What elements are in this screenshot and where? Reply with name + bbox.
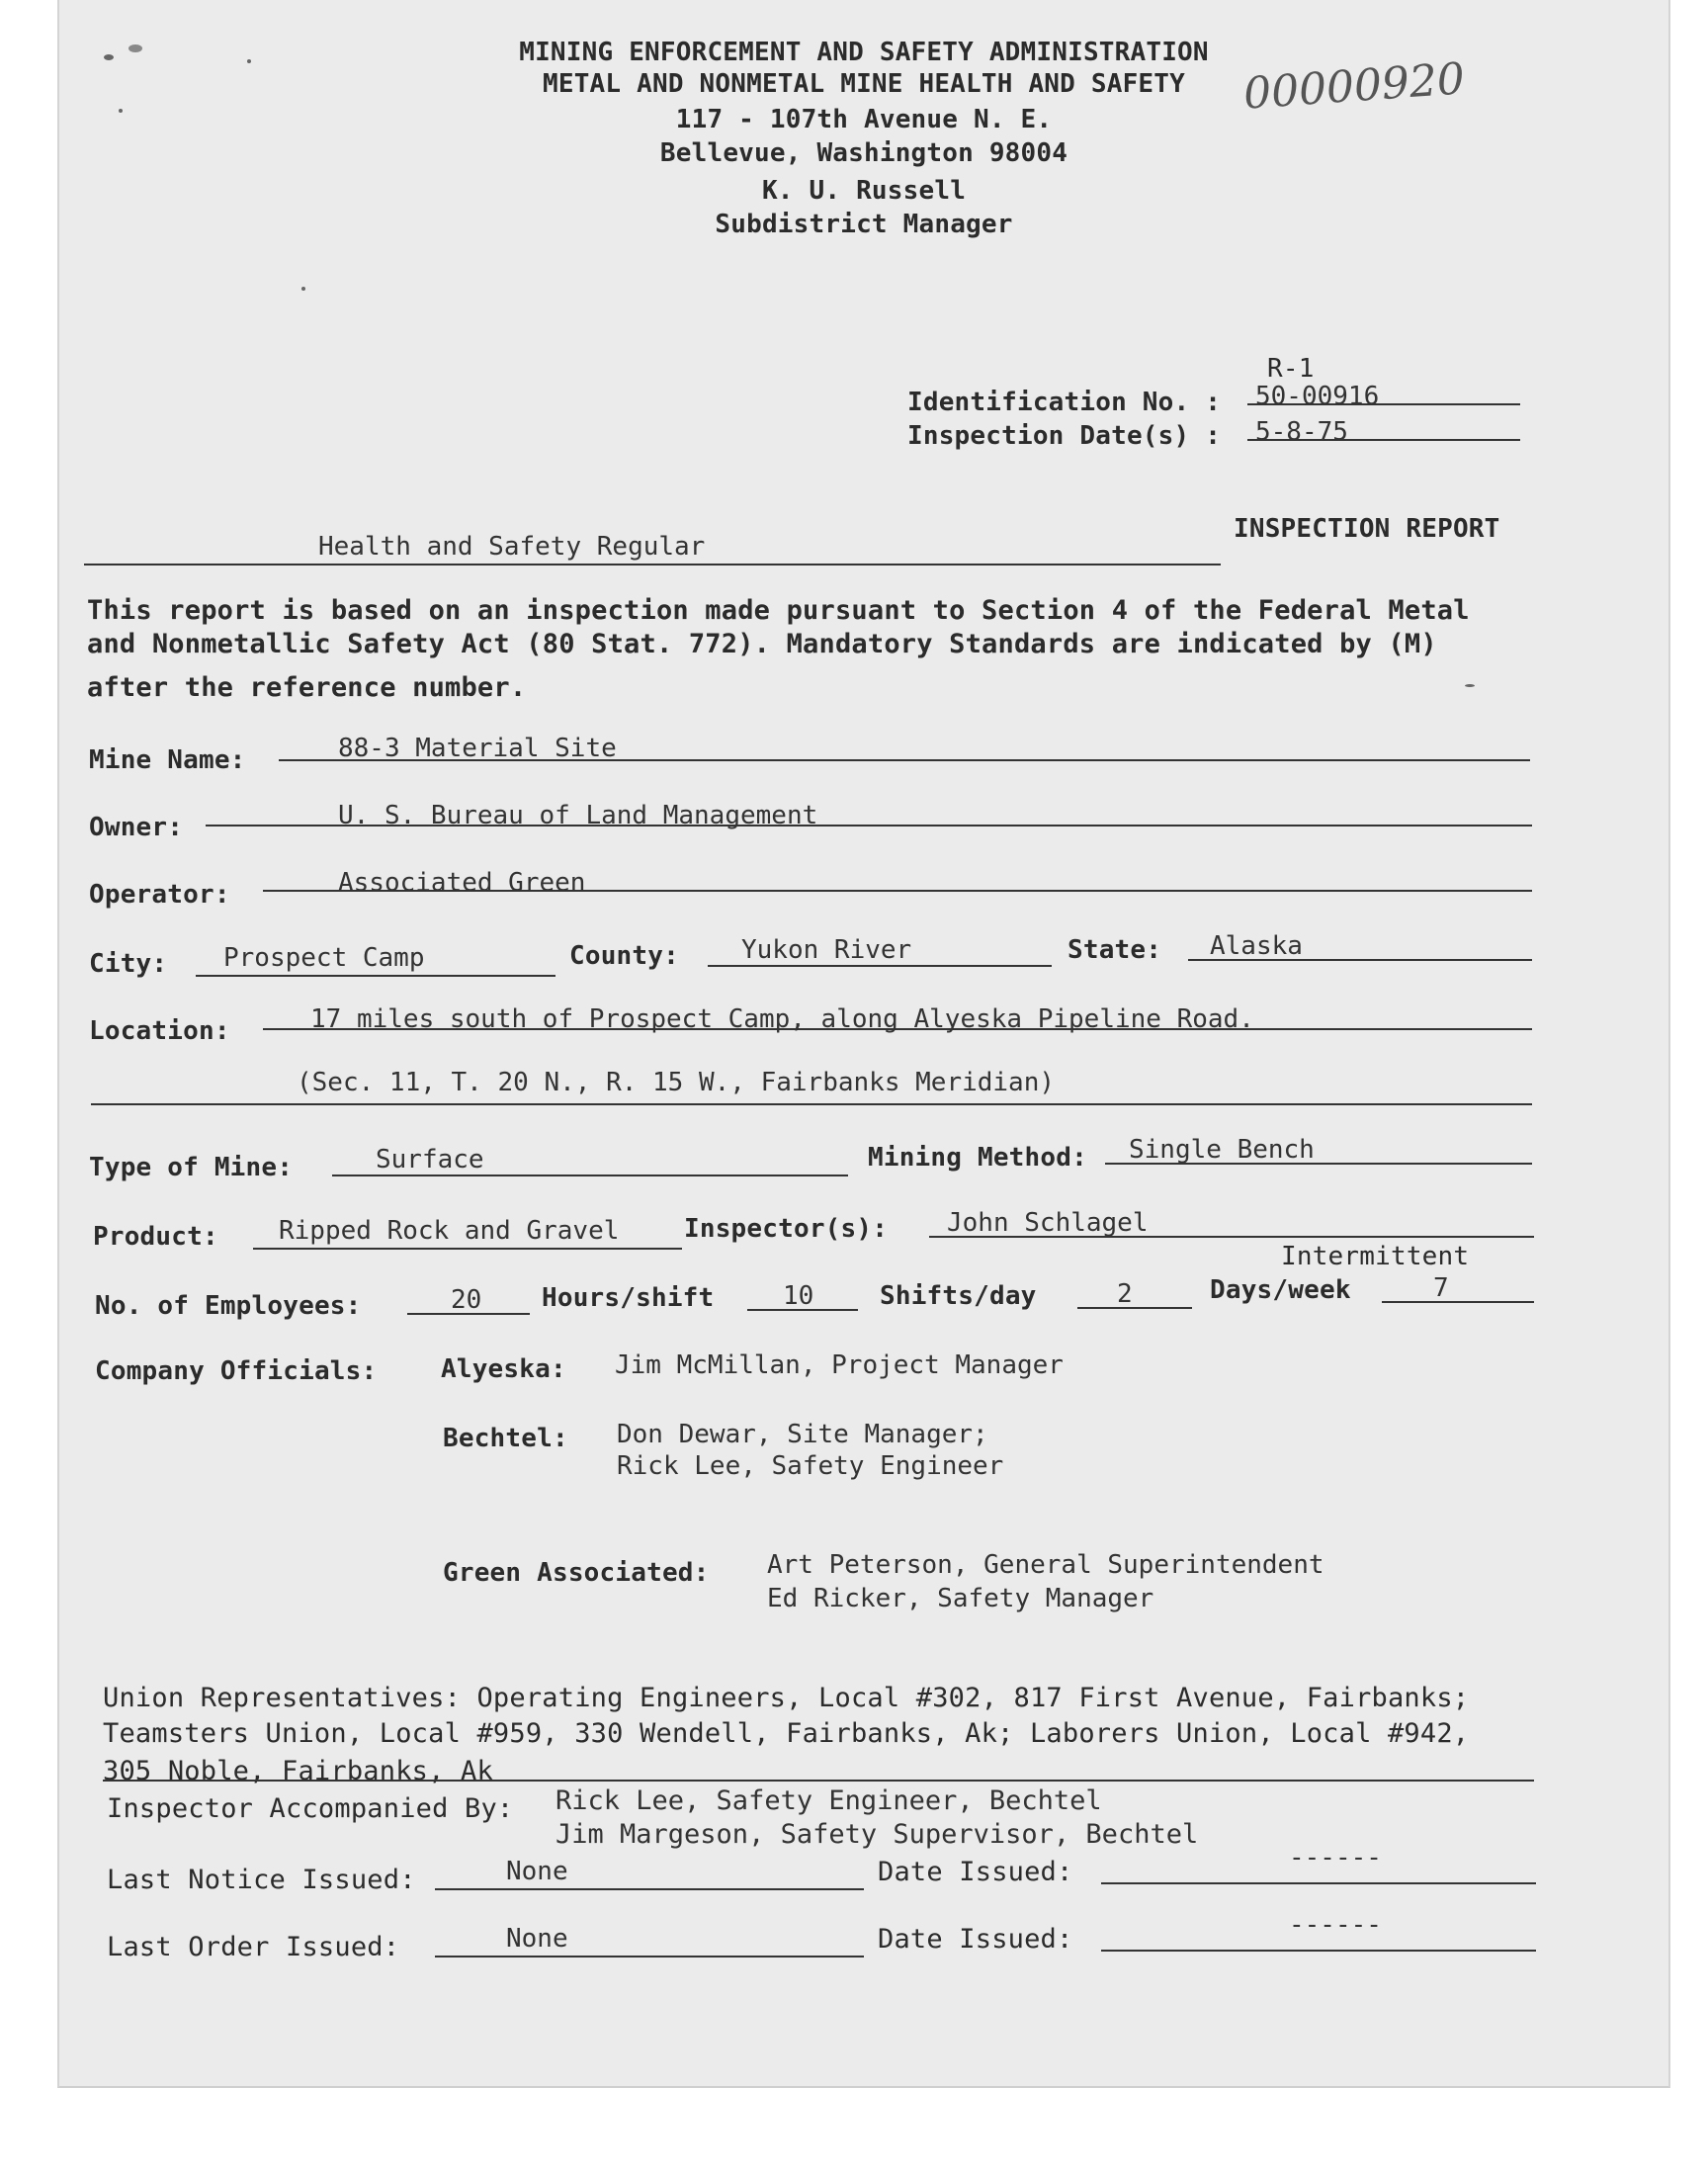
notice-date-label: Date Issued: [878,1857,1073,1887]
operator-label: Operator: [89,880,230,910]
county-label: County: [569,941,679,971]
inspection-date-value: 5-8-75 [1255,417,1348,447]
product-value: Ripped Rock and Gravel [279,1216,620,1246]
scan-speck [301,287,305,291]
county-underline [708,965,1052,967]
bechtel-label: Bechtel: [443,1424,568,1453]
header-street: 117 - 107th Avenue N. E. [675,105,1053,134]
union-line-3: 305 Noble, Fairbanks, Ak [103,1756,493,1786]
scan-speck [1465,684,1475,687]
city-value: Prospect Camp [223,943,425,973]
last-notice-value: None [506,1857,568,1886]
order-date-label: Date Issued: [878,1924,1073,1955]
union-underline [103,1780,1534,1782]
last-order-label: Last Order Issued: [107,1932,400,1962]
document-page [57,0,1670,2088]
mine-name-value: 88-3 Material Site [338,734,617,763]
alyeska-value: Jim McMillan, Project Manager [615,1350,1064,1380]
alyeska-label: Alyeska: [441,1354,566,1384]
id-annotation: R-1 [1267,354,1315,384]
last-order-value: None [506,1924,568,1954]
state-value: Alaska [1210,931,1303,961]
days-underline [1382,1301,1534,1303]
handwritten-note: 00000920 [1241,53,1467,120]
accompanied-line-2: Jim Margeson, Safety Supervisor, Bechtel [555,1819,1199,1850]
header-manager-title: Subdistrict Manager [715,210,1013,239]
employees-value: 20 [451,1285,482,1315]
mine-name-label: Mine Name: [89,745,246,775]
last-notice-label: Last Notice Issued: [107,1865,416,1895]
product-underline [253,1248,682,1250]
last-order-underline [435,1956,864,1958]
accompanied-line-1: Rick Lee, Safety Engineer, Bechtel [555,1785,1102,1816]
header-agency: MINING ENFORCEMENT AND SAFETY ADMINISTRATION [519,38,1209,67]
header-manager-name: K. U. Russell [761,176,967,206]
type-of-mine-label: Type of Mine: [89,1153,294,1182]
notice-date-underline [1101,1882,1536,1884]
accompanied-label: Inspector Accompanied By: [107,1793,514,1824]
intro-line-3: after the reference number. [87,672,527,703]
header-city: Bellevue, Washington 98004 [659,138,1068,168]
union-line-2: Teamsters Union, Local #959, 330 Wendell, Fairbanks, Ak; Laborers Union, Local #942, [103,1718,1470,1749]
location-label: Location: [89,1016,230,1046]
mining-method-value: Single Bench [1129,1135,1315,1165]
green-value-1: Art Peterson, General Superintendent [767,1550,1324,1580]
owner-value: U. S. Bureau of Land Management [338,801,818,830]
product-label: Product: [93,1222,218,1252]
operator-value: Associated Green [338,868,586,898]
days-label: Days/week [1210,1275,1351,1305]
inspector-label: Inspector(s): [684,1214,889,1244]
bechtel-value-1: Don Dewar, Site Manager; [617,1420,988,1449]
header-division: METAL AND NONMETAL MINE HEALTH AND SAFETY [543,69,1185,99]
order-date-underline [1101,1950,1536,1952]
id-value: 50-00916 [1255,382,1380,411]
green-label: Green Associated: [443,1558,710,1588]
hours-value: 10 [783,1281,814,1311]
id-label: Identification No. : [907,388,1222,417]
inspection-date-label: Inspection Date(s) : [907,421,1222,451]
employees-label: No. of Employees: [95,1291,362,1321]
days-note: Intermittent [1281,1242,1470,1271]
type-of-mine-underline [332,1174,848,1176]
report-type-value: Health and Safety Regular [318,532,706,562]
report-type-label: INSPECTION REPORT [1234,514,1500,544]
green-value-2: Ed Ricker, Safety Manager [767,1584,1154,1613]
officials-label: Company Officials: [95,1356,378,1386]
hours-label: Hours/shift [542,1283,715,1313]
city-label: City: [89,949,168,979]
location-underline-2 [91,1103,1532,1105]
location-line-2: (Sec. 11, T. 20 N., R. 15 W., Fairbanks Meridian) [297,1068,1056,1097]
owner-label: Owner: [89,813,184,842]
days-value: 7 [1433,1273,1449,1303]
state-label: State: [1068,935,1162,965]
shifts-underline [1077,1307,1192,1309]
inspector-value: John Schlagel [947,1208,1149,1238]
bechtel-value-2: Rick Lee, Safety Engineer [617,1451,1004,1481]
notice-date-value: ------ [1289,1843,1382,1872]
shifts-label: Shifts/day [880,1281,1037,1311]
mining-method-label: Mining Method: [868,1143,1087,1173]
last-notice-underline [435,1888,864,1890]
intro-line-2: and Nonmetallic Safety Act (80 Stat. 772). Mandatory Standards are indicated by (M) [87,629,1437,659]
type-of-mine-value: Surface [376,1145,484,1174]
order-date-value: ------ [1289,1910,1382,1940]
report-type-underline [84,564,1221,566]
city-underline [196,975,555,977]
intro-line-1: This report is based on an inspection made pursuant to Section 4 of the Federal Metal [87,595,1470,626]
union-line-1: Union Representatives: Operating Engineers, Local #302, 817 First Avenue, Fairbanks; [103,1683,1470,1713]
shifts-value: 2 [1117,1279,1133,1309]
location-line-1: 17 miles south of Prospect Camp, along Alyeska Pipeline Road. [310,1004,1254,1034]
county-value: Yukon River [741,935,912,965]
